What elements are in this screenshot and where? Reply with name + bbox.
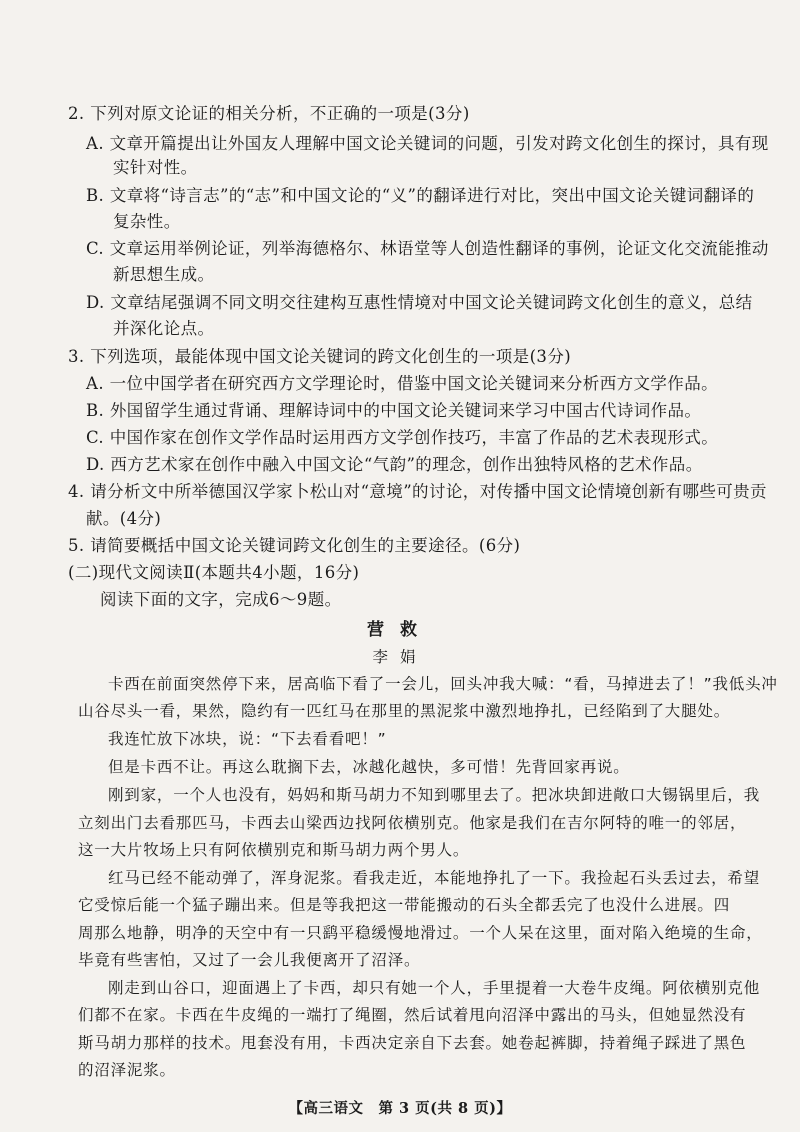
- story-paragraph-line: 红马已经不能动弹了，浑身泥浆。看我走近，本能地挣扎了一下。我捡起石头丢过去，希望: [108, 869, 761, 887]
- story-paragraph-line: 立刻出门去看那匹马，卡西去山梁西边找阿依横别克。他家是我们在吉尔阿特的唯一的邻居，: [78, 814, 747, 832]
- story-title: 营救: [367, 620, 433, 640]
- question-2-option-b: B. 文章将“诗言志”的“志”和中国文论的“义”的翻译进行对比，突出中国文论关键词翻译的: [86, 186, 755, 205]
- story-paragraph-line: 卡西在前面突然停下来，居高临下看了一会儿，回头冲我大喊：“看，马掉进去了！”我低头冲: [108, 675, 778, 693]
- section-instruction: 阅读下面的文字，完成6～9题。: [100, 590, 342, 609]
- question-2-option-c: C. 文章运用举例论证，列举海德格尔、林语堂等人创造性翻译的事例，论证文化交流能推动: [86, 239, 769, 258]
- question-2-option-a: A. 文章开篇提出让外国友人理解中国文论关键词的问题，引发对跨文化创生的探讨，具有现: [86, 134, 769, 153]
- story-paragraph-line: 们都不在家。卡西在牛皮绳的一端打了绳圈，然后试着甩向沼泽中露出的马头，但她显然没有: [78, 1006, 747, 1024]
- page-footer: 【高三语文 第 3 页(共 8 页)】: [288, 1100, 512, 1117]
- story-paragraph-line: 斯马胡力那样的技术。甩套没有用，卡西决定亲自下去套。她卷起裤脚，持着绳子踩进了黑色: [78, 1034, 747, 1052]
- story-paragraph-line: 这一大片牧场上只有阿依横别克和斯马胡力两个男人。: [78, 841, 470, 859]
- story-paragraph-line: 刚走到山谷口，迎面遇上了卡西，却只有她一个人，手里提着一大卷牛皮绳。阿依横别克他: [108, 979, 761, 997]
- story-paragraph-line: 的沼泽泥浆。: [78, 1061, 176, 1079]
- story-paragraph-line: 山谷尽头一看，果然，隐约有一匹红马在那里的黑泥浆中激烈地挣扎，已经陷到了大腿处。: [78, 702, 731, 720]
- story-paragraph-line: 毕竟有些害怕，又过了一会儿我便离开了沼泽。: [78, 951, 421, 969]
- story-paragraph-line: 我连忙放下冰块，说：“下去看看吧！”: [108, 730, 387, 748]
- question-2-option-d-cont: 并深化论点。: [113, 319, 215, 338]
- question-3-stem: 3. 下列选项，最能体现中国文论关键词的跨文化创生的一项是(3分): [68, 347, 572, 366]
- question-4-stem-cont: 献。(4分): [86, 509, 162, 528]
- section-heading: (二)现代文阅读Ⅱ(本题共4小题，16分): [68, 563, 360, 582]
- question-3-option-a: A. 一位中国学者在研究西方文学理论时，借鉴中国文论关键词来分析西方文学作品。: [86, 374, 719, 393]
- question-2-option-c-cont: 新思想生成。: [113, 265, 215, 284]
- question-2-stem: 2. 下列对原文论证的相关分析，不正确的一项是(3分): [68, 104, 470, 123]
- question-2-option-a-cont: 实针对性。: [113, 158, 198, 177]
- question-4-stem: 4. 请分析文中所举德国汉学家卜松山对“意境”的讨论，对传播中国文论情境创新有哪些可贵贡: [68, 482, 767, 501]
- story-paragraph-line: 它受惊后能一个猛子蹦出来。但是等我把这一带能搬动的石头全都丢完了也没什么进展。四: [78, 896, 731, 914]
- story-paragraph-line: 周那么地静，明净的天空中有一只鹞平稳缓慢地滑过。一个人呆在这里，面对陷入绝境的生命，: [78, 924, 763, 942]
- story-paragraph-line: 但是卡西不让。再这么耽搁下去，冰越化越快，多可惜！先背回家再说。: [108, 758, 630, 776]
- question-5-stem: 5. 请简要概括中国文论关键词跨文化创生的主要途径。(6分): [68, 536, 521, 555]
- question-3-option-d: D. 西方艺术家在创作中融入中国文论“气韵”的理念，创作出独特风格的艺术作品。: [86, 455, 703, 474]
- question-3-option-c: C. 中国作家在创作文学作品时运用西方文学创作技巧，丰富了作品的艺术表现形式。: [86, 428, 719, 447]
- story-author: 李娟: [372, 648, 428, 666]
- question-2-option-d: D. 文章结尾强调不同文明交往建构互惠性情境对中国文论关键词跨文化创生的意义，总结: [86, 293, 753, 312]
- story-paragraph-line: 刚到家，一个人也没有，妈妈和斯马胡力不知到哪里去了。把冰块卸进敞口大锡锅里后，我: [108, 786, 761, 804]
- question-3-option-b: B. 外国留学生通过背诵、理解诗词中的中国文论关键词来学习中国古代诗词作品。: [86, 401, 702, 420]
- question-2-option-b-cont: 复杂性。: [113, 212, 181, 231]
